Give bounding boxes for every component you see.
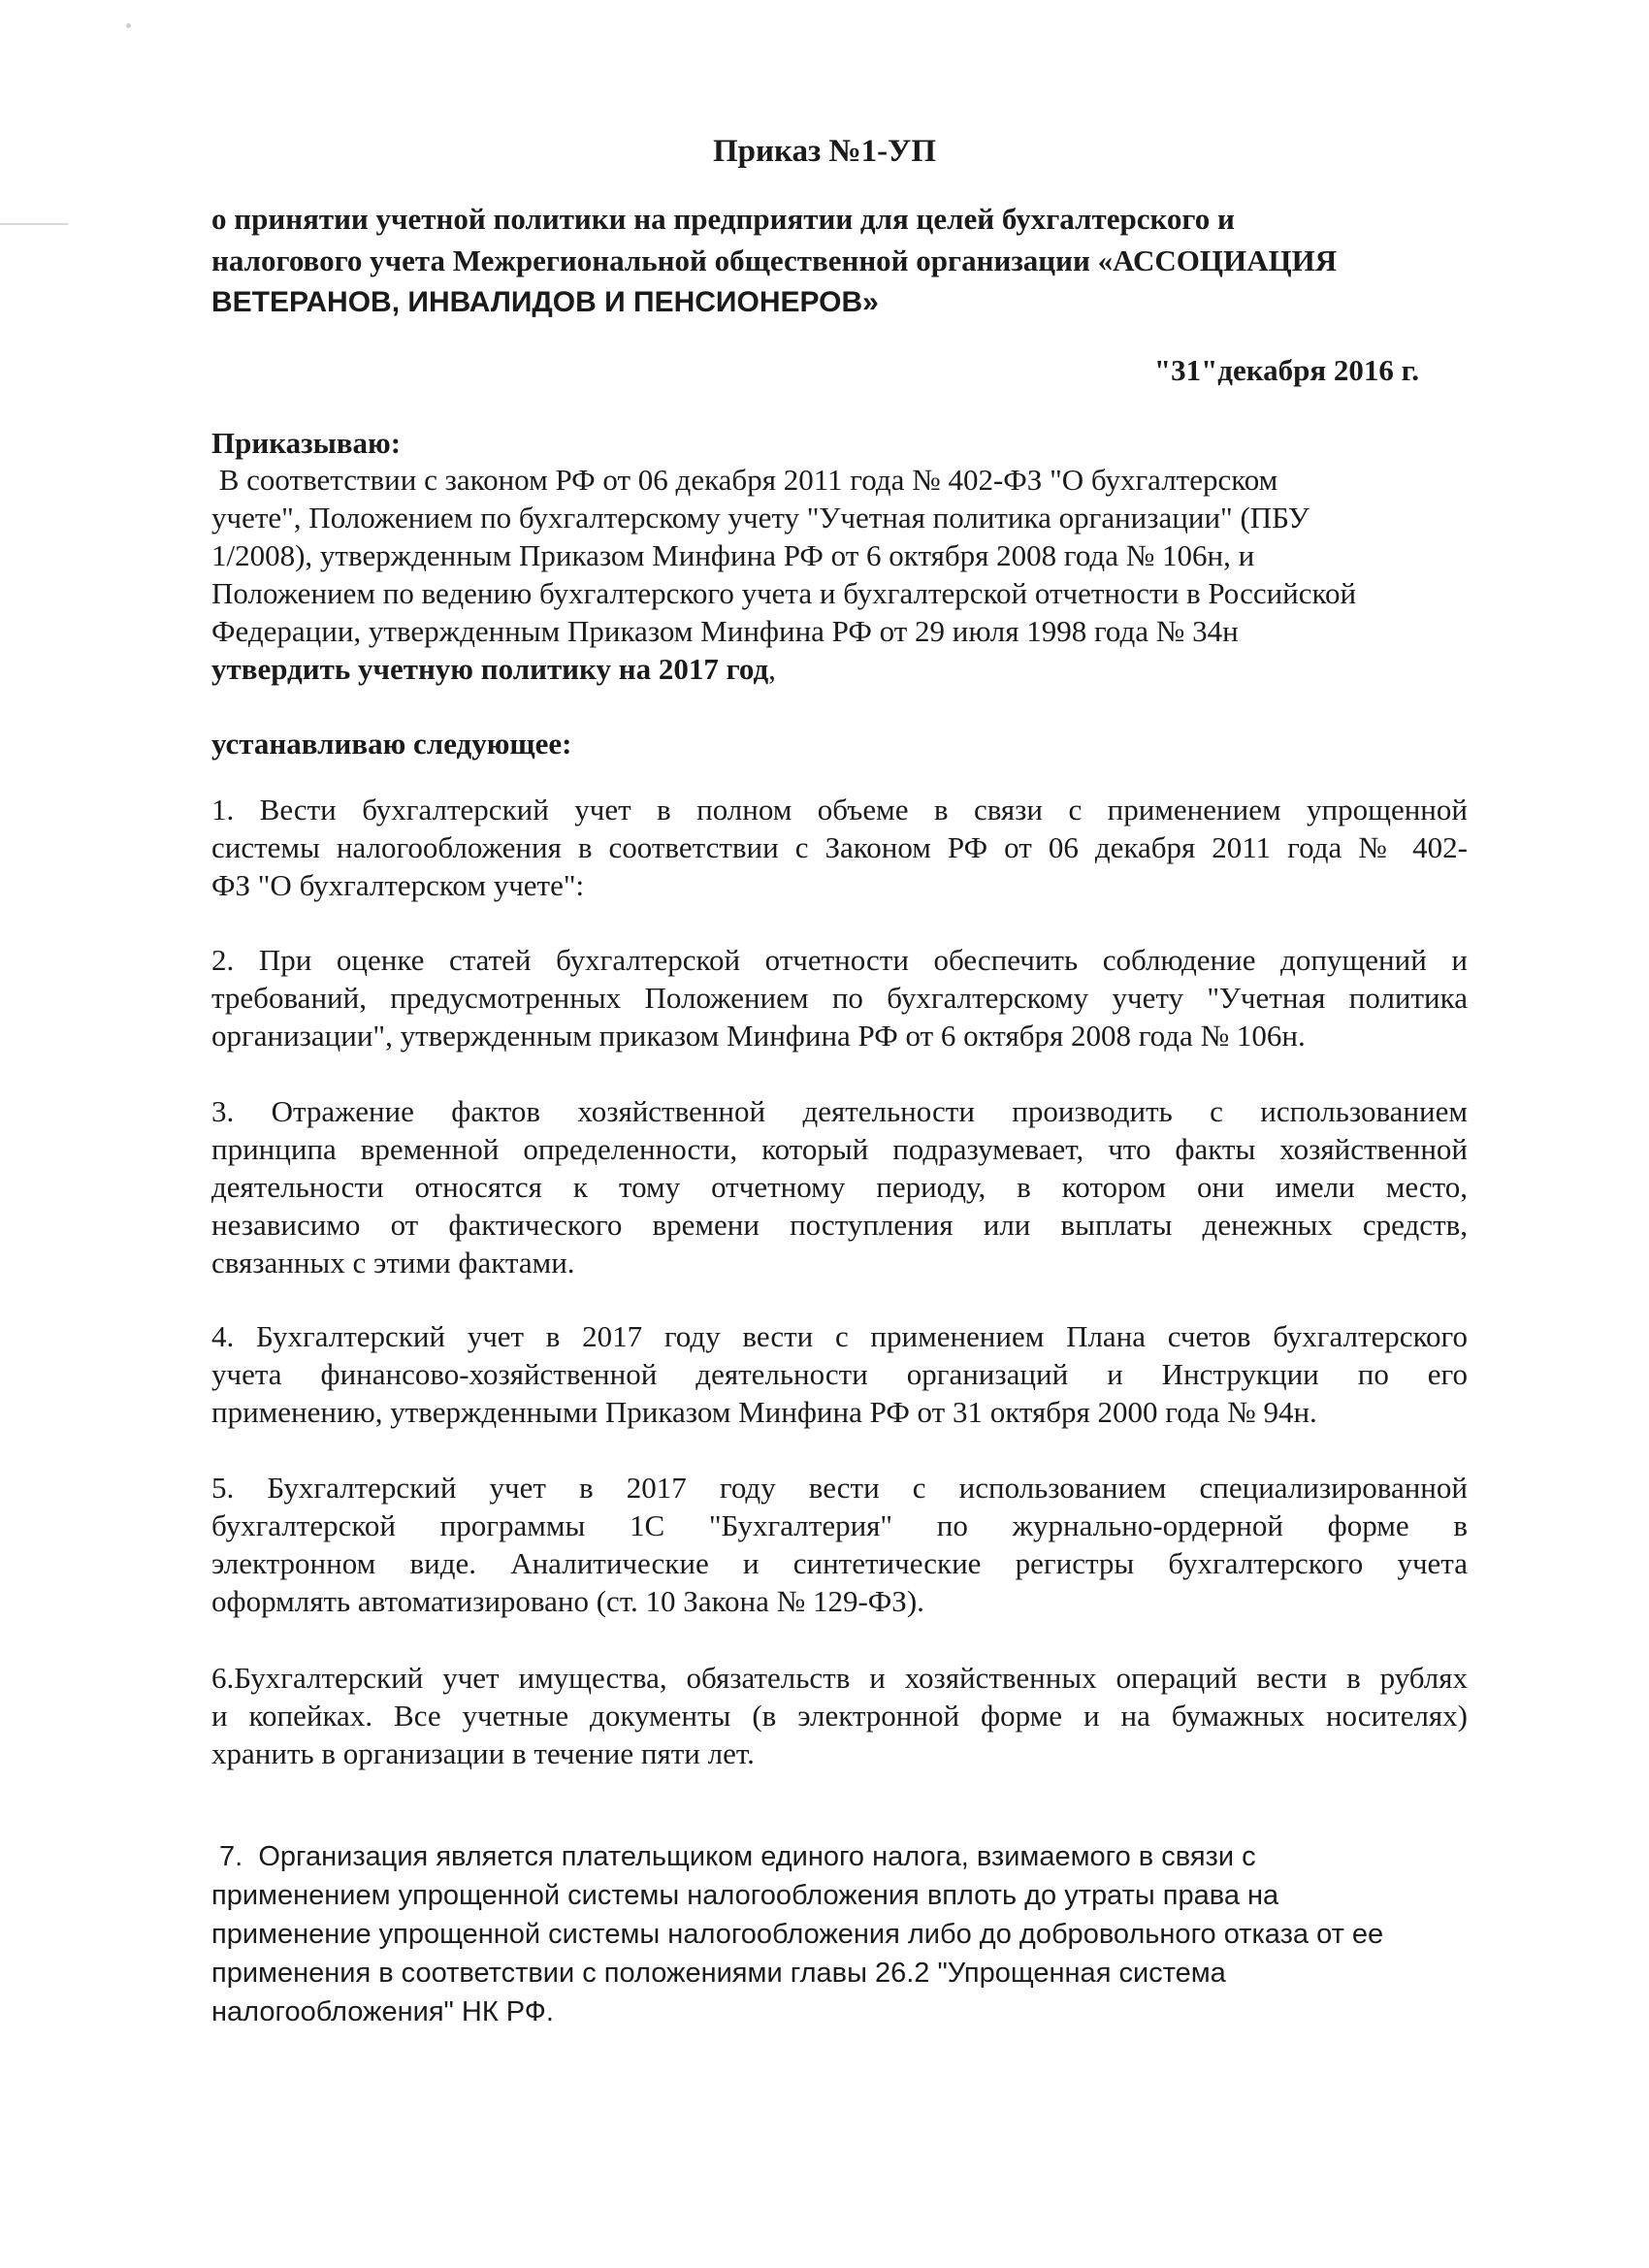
- decision-text: утвердить учетную политику на 2017 год: [211, 652, 769, 686]
- item-line: 1. Вести бухгалтерский учет в полном объеме в связи с применением упрощенной: [211, 793, 1468, 826]
- item-line: применением упрощенной системы налогообложения вплоть до утраты права на: [211, 1880, 1279, 1911]
- document-date: "31"декабря 2016 г.: [1153, 353, 1419, 387]
- item-line: связанных с этими фактами.: [211, 1246, 575, 1280]
- scan-speck: [126, 23, 131, 28]
- item-4: [211, 1317, 1468, 1431]
- item-line: 4. Бухгалтерский учет в 2017 году вести с применением Плана счетов бухгалтерского: [211, 1319, 1468, 1353]
- item-line: применение упрощенной системы налогообложения либо до добровольного отказа от ее: [211, 1919, 1384, 1950]
- decision-line: [211, 650, 1472, 688]
- item-line: системы налогообложения в соответствии с Законом РФ от 06 декабря 2011 года № 402-: [211, 830, 1468, 864]
- basis-line: учете", Положением по бухгалтерскому учету "Учетная политика организации" (ПБУ: [211, 501, 1310, 535]
- basis-line: Федерации, утвержденным Приказом Минфина РФ от 29 июля 1998 года № 34н: [211, 614, 1239, 648]
- item-line: 2. При оценке статей бухгалтерской отчетности обеспечить соблюдение допущений и: [211, 943, 1468, 977]
- item-3: [211, 1092, 1468, 1281]
- establish-heading: устанавливаю следующее:: [211, 727, 572, 761]
- subject-line-3: ВЕТЕРАНОВ, ИНВАЛИДОВ И ПЕНСИОНЕРОВ»: [211, 286, 879, 318]
- item-line: применению, утвержденными Приказом Минфина РФ от 31 октября 2000 года № 94н.: [211, 1395, 1317, 1429]
- item-line: хранить в организации в течение пяти лет.: [211, 1736, 755, 1770]
- legal-basis-paragraph: [211, 461, 1472, 688]
- item-5: [211, 1469, 1468, 1620]
- subject-line-1: о принятии учетной политики на предприятии для целей бухгалтерского и: [211, 202, 1235, 236]
- item-1: [211, 791, 1468, 904]
- item-line: 6.Бухгалтерский учет имущества, обязательств и хозяйственных операций вести в рублях: [211, 1661, 1468, 1695]
- document-title: Приказ №1-УП: [712, 134, 937, 169]
- item-line: ФЗ "О бухгалтерском учете":: [211, 868, 585, 902]
- item-line: организации", утвержденным приказом Минфина РФ от 6 октября 2008 года № 106н.: [211, 1019, 1306, 1053]
- item-line: налогообложения" НК РФ.: [211, 1996, 554, 2027]
- item-line: учета финансово-хозяйственной деятельности организаций и Инструкции по его: [211, 1357, 1468, 1391]
- item-line: 5. Бухгалтерский учет в 2017 году вести с использованием специализированной: [211, 1471, 1468, 1505]
- item-line: и копейках. Все учетные документы (в электронной форме и на бумажных носителях): [211, 1699, 1468, 1733]
- item-line: принципа временной определенности, который подразумевает, что факты хозяйственной: [211, 1132, 1468, 1166]
- item-6: [211, 1659, 1468, 1772]
- item-7: [211, 1837, 1472, 2031]
- item-line: оформлять автоматизировано (ст. 10 Закона № 129-ФЗ).: [211, 1584, 924, 1618]
- decision-tail: ,: [768, 652, 776, 686]
- item-line: 3. Отражение фактов хозяйственной деятельности производить с использованием: [211, 1094, 1468, 1128]
- basis-line: 1/2008), утвержденным Приказом Минфина РФ от 6 октября 2008 года № 106н, и: [211, 538, 1255, 572]
- item-line: бухгалтерской программы 1С "Бухгалтерия" по журнально-ордерной форме в: [211, 1508, 1468, 1542]
- item-line: применения в соответствии с положениями главы 26.2 "Упрощенная система: [211, 1958, 1226, 1989]
- item-2: [211, 941, 1468, 1054]
- document-subject: [211, 198, 1492, 323]
- item-line: электронном виде. Аналитические и синтетические регистры бухгалтерского учета: [211, 1546, 1468, 1580]
- subject-line-2: налогового учета Межрегиональной общественной организации «АССОЦИАЦИЯ: [211, 243, 1338, 277]
- scan-edge-mark: [0, 223, 68, 225]
- basis-line: В соответствии с законом РФ от 06 декабря 2011 года № 402-ФЗ "О бухгалтерском: [211, 463, 1278, 497]
- item-line: независимо от фактического времени поступления или выплаты денежных средств,: [211, 1208, 1468, 1242]
- item-line: 7. Организация является плательщиком единого налога, взимаемого в связи с: [211, 1841, 1256, 1872]
- order-heading: Приказываю:: [211, 426, 402, 460]
- item-line: требований, предусмотренных Положением по бухгалтерскому учету "Учетная политика: [211, 981, 1468, 1015]
- item-line: деятельности относятся к тому отчетному периоду, в котором они имели место,: [211, 1170, 1468, 1204]
- basis-line: Положением по ведению бухгалтерского учета и бухгалтерской отчетности в Российской: [211, 576, 1357, 610]
